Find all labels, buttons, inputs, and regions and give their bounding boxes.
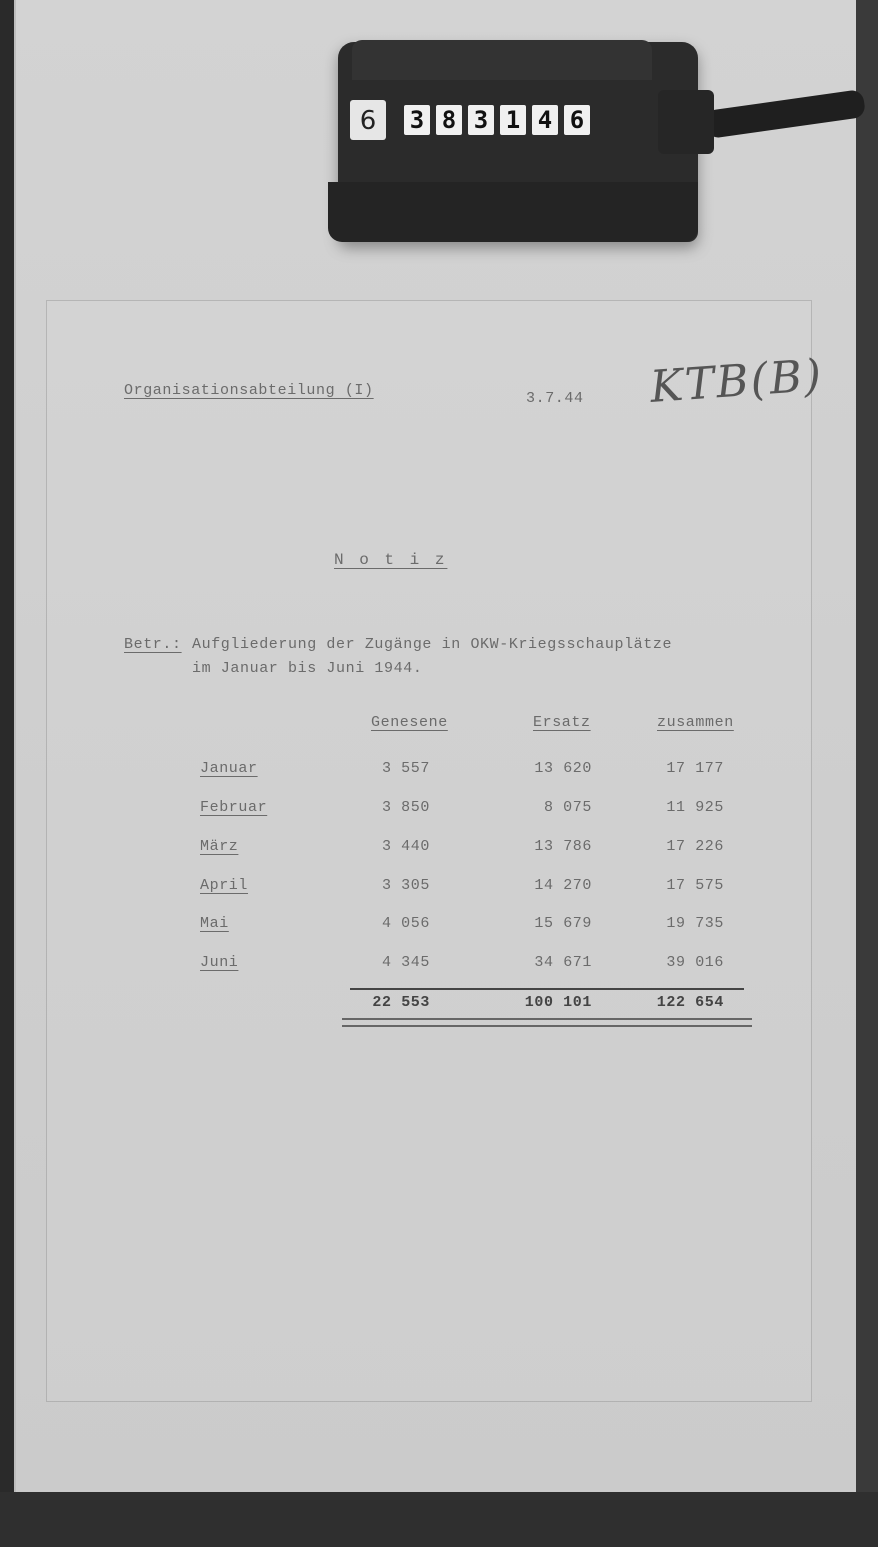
handwritten-note: KTB(B): [648, 350, 825, 413]
cell-genesene: 3 440: [381, 838, 430, 855]
cell-ersatz: 13 620: [534, 760, 592, 777]
counter-digit: 6: [564, 105, 590, 135]
department-heading: Organisationsabteilung (I): [124, 382, 374, 399]
cell-genesene: 3 557: [381, 760, 430, 777]
scan-bottom-band: [0, 1492, 878, 1547]
total-genesene: 22 553: [372, 994, 430, 1011]
cell-ersatz: 34 671: [534, 954, 592, 971]
subject-line-2: im Januar bis Juni 1944.: [192, 660, 423, 677]
row-month: April: [200, 877, 249, 894]
frame-counter: [338, 42, 698, 242]
row-month: Juni: [200, 954, 239, 971]
subject-label: Betr.:: [124, 636, 182, 653]
cell-genesene: 4 056: [381, 915, 430, 932]
cell-zusammen: 39 016: [666, 954, 724, 971]
total-ersatz: 100 101: [524, 994, 592, 1011]
counter-knob: [658, 90, 714, 154]
counter-digit: 1: [500, 105, 526, 135]
scan-edge: [856, 0, 878, 1547]
row-month: März: [200, 838, 239, 855]
cell-ersatz: 8 075: [543, 799, 592, 816]
cell-genesene: 3 850: [381, 799, 430, 816]
counter-digit: 3: [404, 105, 430, 135]
row-month: Mai: [200, 915, 229, 932]
subject-line-1: Aufgliederung der Zugänge in OKW-Kriegsschauplätze: [192, 636, 673, 653]
counter-digit: 8: [436, 105, 462, 135]
sum-rule: [350, 988, 744, 990]
counter-digit: 3: [468, 105, 494, 135]
counter-digit: 4: [532, 105, 558, 135]
row-month: Februar: [200, 799, 268, 816]
cell-genesene: 4 345: [381, 954, 430, 971]
cell-zusammen: 17 177: [666, 760, 724, 777]
cell-zusammen: 17 226: [666, 838, 724, 855]
cell-ersatz: 14 270: [534, 877, 592, 894]
counter-prefix: 6: [350, 100, 386, 140]
counter-display: [350, 100, 590, 140]
cell-ersatz: 15 679: [534, 915, 592, 932]
cell-zusammen: 17 575: [666, 877, 724, 894]
cell-ersatz: 13 786: [534, 838, 592, 855]
total-zusammen: 122 654: [656, 994, 724, 1011]
row-month: Januar: [200, 760, 258, 777]
column-header-zusammen: zusammen: [657, 714, 734, 731]
cell-zusammen: 11 925: [666, 799, 724, 816]
cell-zusammen: 19 735: [666, 915, 724, 932]
column-header-genesene: Genesene: [371, 714, 448, 731]
column-header-ersatz: Ersatz: [533, 714, 591, 731]
counter-top: [352, 40, 652, 80]
counter-base: [328, 182, 698, 242]
document-title: N o t i z: [334, 551, 448, 569]
cell-genesene: 3 305: [381, 877, 430, 894]
double-underline: [342, 1018, 752, 1027]
document-date: 3.7.44: [526, 390, 584, 407]
